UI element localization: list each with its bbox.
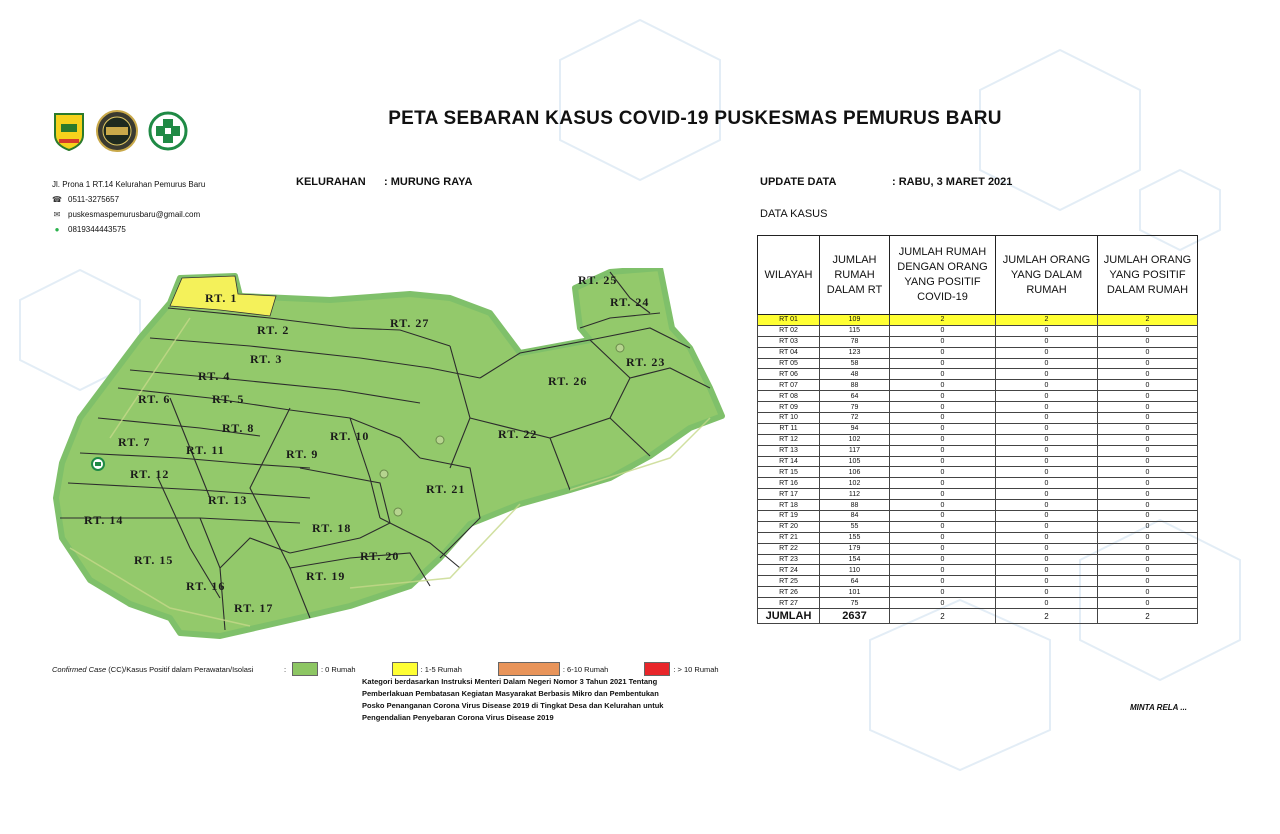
table-cell: 0 bbox=[890, 598, 996, 609]
rt-21-label: RT. 21 bbox=[426, 482, 466, 496]
rt-11-label: RT. 11 bbox=[186, 443, 225, 457]
col-header-jumlah-rumah: JUMLAH RUMAH DALAM RT bbox=[820, 236, 890, 315]
total-orang-positif: 2 bbox=[1098, 609, 1198, 624]
table-cell: 101 bbox=[820, 587, 890, 598]
phone-icon: ☎ bbox=[52, 195, 62, 204]
table-cell: RT 20 bbox=[758, 521, 820, 532]
table-cell: 0 bbox=[1098, 489, 1198, 500]
table-cell: 0 bbox=[1098, 445, 1198, 456]
case-data-table bbox=[757, 235, 1198, 624]
table-cell: 0 bbox=[1098, 576, 1198, 587]
award-badge-logo bbox=[94, 110, 140, 152]
legend-swatch-3 bbox=[644, 662, 670, 676]
table-cell: 109 bbox=[820, 315, 890, 326]
table-cell: RT 25 bbox=[758, 576, 820, 587]
legend-title bbox=[52, 665, 284, 674]
table-cell: 0 bbox=[996, 521, 1098, 532]
legend-swatch-1 bbox=[392, 662, 418, 676]
rt-5-label: RT. 5 bbox=[212, 392, 245, 406]
table-cell: 0 bbox=[890, 358, 996, 369]
table-cell: 0 bbox=[1098, 347, 1198, 358]
table-cell: 0 bbox=[996, 565, 1098, 576]
total-rumah: 2637 bbox=[820, 609, 890, 624]
table-cell: 0 bbox=[890, 478, 996, 489]
phone-text: 0511-3275657 bbox=[68, 195, 120, 204]
table-cell: 0 bbox=[996, 380, 1098, 391]
table-cell: 94 bbox=[820, 423, 890, 434]
table-cell: 112 bbox=[820, 489, 890, 500]
table-row bbox=[758, 413, 1198, 424]
rt-13-label: RT. 13 bbox=[208, 493, 248, 507]
table-row bbox=[758, 467, 1198, 478]
table-cell: RT 07 bbox=[758, 380, 820, 391]
table-row bbox=[758, 543, 1198, 554]
table-row bbox=[758, 521, 1198, 532]
table-cell: 0 bbox=[996, 347, 1098, 358]
kelurahan-value: : MURUNG RAYA bbox=[384, 176, 473, 188]
table-cell: 0 bbox=[1098, 543, 1198, 554]
table-cell: RT 27 bbox=[758, 598, 820, 609]
table-cell: 2 bbox=[1098, 315, 1198, 326]
contact-info bbox=[52, 177, 205, 237]
table-cell: 0 bbox=[890, 467, 996, 478]
table-cell: 0 bbox=[996, 576, 1098, 587]
table-cell: 0 bbox=[996, 543, 1098, 554]
rt-9-label: RT. 9 bbox=[286, 447, 319, 461]
table-cell: 0 bbox=[1098, 369, 1198, 380]
table-cell: 0 bbox=[890, 576, 996, 587]
table-cell: 72 bbox=[820, 413, 890, 424]
legend-label-3: : > 10 Rumah bbox=[673, 664, 719, 674]
table-cell: 88 bbox=[820, 380, 890, 391]
table-cell: RT 04 bbox=[758, 347, 820, 358]
building-marker-icon bbox=[394, 508, 402, 516]
table-row bbox=[758, 380, 1198, 391]
table-cell: 0 bbox=[996, 325, 1098, 336]
table-row bbox=[758, 565, 1198, 576]
table-cell: RT 03 bbox=[758, 336, 820, 347]
table-row bbox=[758, 576, 1198, 587]
table-row bbox=[758, 347, 1198, 358]
total-orang-dalam-rumah: 2 bbox=[996, 609, 1098, 624]
table-cell: 0 bbox=[890, 500, 996, 511]
rt-23-label: RT. 23 bbox=[626, 355, 666, 369]
table-cell: 0 bbox=[996, 369, 1098, 380]
rt-18-label: RT. 18 bbox=[312, 521, 352, 535]
legend-label-0: : 0 Rumah bbox=[321, 664, 356, 674]
footer-text: MINTA RELA ... bbox=[1130, 703, 1188, 712]
table-cell: RT 11 bbox=[758, 423, 820, 434]
table-cell: 179 bbox=[820, 543, 890, 554]
table-cell: 64 bbox=[820, 576, 890, 587]
table-cell: 0 bbox=[890, 434, 996, 445]
legend-label-2: : 6-10 Rumah bbox=[562, 664, 609, 674]
total-rumah-positif: 2 bbox=[890, 609, 996, 624]
table-cell: 48 bbox=[820, 369, 890, 380]
table-cell: 0 bbox=[996, 434, 1098, 445]
rt-20-label: RT. 20 bbox=[360, 549, 400, 563]
table-cell: 0 bbox=[996, 489, 1098, 500]
table-cell: RT 21 bbox=[758, 532, 820, 543]
rt-7-label: RT. 7 bbox=[118, 435, 151, 449]
rt-26-label: RT. 26 bbox=[548, 374, 588, 388]
table-cell: 0 bbox=[1098, 434, 1198, 445]
legend-title-italic: Confirmed Case bbox=[52, 664, 107, 674]
table-cell: 0 bbox=[996, 336, 1098, 347]
table-cell: 110 bbox=[820, 565, 890, 576]
table-cell: RT 16 bbox=[758, 478, 820, 489]
table-cell: 0 bbox=[890, 587, 996, 598]
map-region-outline bbox=[56, 268, 722, 636]
regulation-note: Kategori berdasarkan Instruksi Menteri Dalam Negeri Nomor 3 Tahun 2021 Tentang Pemberlakuan Pembatasan Kegiatan Masyarakat Berbasis Mikro dan Pembentukan Posko Penanganan Corona Virus Disease 2019 di Tingkat Desa dan Kelurahan untuk Pengendalian Penyebaran Corona Virus Disease 2019 bbox=[362, 677, 664, 722]
legend-title-rest: (CC)/Kasus Positif dalam Perawatan/Isolasi bbox=[106, 664, 254, 674]
table-cell: 64 bbox=[820, 391, 890, 402]
table-row bbox=[758, 532, 1198, 543]
table-cell: 102 bbox=[820, 478, 890, 489]
whatsapp-text: 0819344443575 bbox=[68, 225, 126, 234]
rt-17-label: RT. 17 bbox=[234, 601, 274, 615]
legend bbox=[52, 662, 755, 676]
table-cell: 0 bbox=[890, 456, 996, 467]
table-cell: 0 bbox=[1098, 380, 1198, 391]
table-cell: RT 09 bbox=[758, 402, 820, 413]
legend-label-1: : 1-5 Rumah bbox=[420, 664, 462, 674]
table-cell: 0 bbox=[996, 554, 1098, 565]
table-row bbox=[758, 434, 1198, 445]
table-row bbox=[758, 391, 1198, 402]
email-icon: ✉ bbox=[53, 210, 61, 219]
rt-19-label: RT. 19 bbox=[306, 569, 346, 583]
rt-25-label: RT. 25 bbox=[578, 273, 618, 287]
table-cell: RT 17 bbox=[758, 489, 820, 500]
table-cell: 75 bbox=[820, 598, 890, 609]
table-cell: 0 bbox=[1098, 521, 1198, 532]
table-cell: 102 bbox=[820, 434, 890, 445]
table-cell: 0 bbox=[1098, 423, 1198, 434]
table-cell: RT 12 bbox=[758, 434, 820, 445]
rt-4-label: RT. 4 bbox=[198, 369, 231, 383]
table-cell: RT 23 bbox=[758, 554, 820, 565]
rt-8-label: RT. 8 bbox=[222, 421, 255, 435]
rt-15-label: RT. 15 bbox=[134, 553, 174, 567]
table-row bbox=[758, 369, 1198, 380]
table-cell: 0 bbox=[890, 391, 996, 402]
total-label: JUMLAH bbox=[758, 609, 820, 624]
building-marker-icon bbox=[616, 344, 624, 352]
table-cell: 0 bbox=[996, 402, 1098, 413]
table-row bbox=[758, 445, 1198, 456]
table-cell: 0 bbox=[890, 325, 996, 336]
table-cell: 88 bbox=[820, 500, 890, 511]
col-header-rumah-positif: JUMLAH RUMAH DENGAN ORANG YANG POSITIF COVID-19 bbox=[890, 236, 996, 315]
col-header-orang-positif: JUMLAH ORANG YANG POSITIF DALAM RUMAH bbox=[1098, 236, 1198, 315]
table-row bbox=[758, 315, 1198, 326]
table-cell: 0 bbox=[1098, 565, 1198, 576]
table-cell: 0 bbox=[996, 511, 1098, 522]
table-row bbox=[758, 511, 1198, 522]
col-header-wilayah: WILAYAH bbox=[758, 236, 820, 315]
rt-14-label: RT. 14 bbox=[84, 513, 124, 527]
table-cell: 117 bbox=[820, 445, 890, 456]
table-row bbox=[758, 598, 1198, 609]
table-cell: 115 bbox=[820, 325, 890, 336]
table-cell: RT 02 bbox=[758, 325, 820, 336]
table-cell: 0 bbox=[1098, 598, 1198, 609]
table-row bbox=[758, 478, 1198, 489]
table-cell: 0 bbox=[1098, 532, 1198, 543]
table-row bbox=[758, 336, 1198, 347]
table-cell: RT 13 bbox=[758, 445, 820, 456]
table-cell: 0 bbox=[1098, 467, 1198, 478]
table-row bbox=[758, 456, 1198, 467]
table-cell: 0 bbox=[1098, 336, 1198, 347]
rt-6-label: RT. 6 bbox=[138, 392, 171, 406]
table-cell: 0 bbox=[890, 532, 996, 543]
table-row bbox=[758, 489, 1198, 500]
data-kasus-label: DATA KASUS bbox=[760, 208, 828, 220]
table-cell: 0 bbox=[890, 445, 996, 456]
table-cell: RT 26 bbox=[758, 587, 820, 598]
table-cell: 79 bbox=[820, 402, 890, 413]
kelurahan-label: KELURAHAN bbox=[296, 176, 366, 188]
table-row bbox=[758, 423, 1198, 434]
table-cell: 0 bbox=[890, 347, 996, 358]
table-cell: 0 bbox=[996, 587, 1098, 598]
table-cell: 0 bbox=[996, 423, 1098, 434]
table-cell: RT 05 bbox=[758, 358, 820, 369]
school-marker-icon bbox=[380, 470, 388, 478]
table-cell: 0 bbox=[1098, 358, 1198, 369]
rt-1-label: RT. 1 bbox=[205, 291, 238, 305]
table-cell: 0 bbox=[1098, 500, 1198, 511]
table-cell: 0 bbox=[1098, 391, 1198, 402]
table-cell: 154 bbox=[820, 554, 890, 565]
table-cell: 0 bbox=[996, 413, 1098, 424]
kelurahan-info bbox=[296, 176, 472, 188]
table-cell: 106 bbox=[820, 467, 890, 478]
city-emblem-logo bbox=[52, 111, 86, 151]
table-cell: 0 bbox=[996, 467, 1098, 478]
table-cell: 105 bbox=[820, 456, 890, 467]
table-row bbox=[758, 587, 1198, 598]
table-cell: RT 24 bbox=[758, 565, 820, 576]
update-label: UPDATE DATA bbox=[760, 176, 837, 188]
table-cell: 0 bbox=[890, 413, 996, 424]
table-cell: 58 bbox=[820, 358, 890, 369]
table-cell: 55 bbox=[820, 521, 890, 532]
table-cell: 0 bbox=[1098, 511, 1198, 522]
table-cell: 0 bbox=[1098, 456, 1198, 467]
update-info bbox=[760, 176, 1012, 188]
table-cell: 0 bbox=[890, 402, 996, 413]
table-row bbox=[758, 358, 1198, 369]
table-cell: 0 bbox=[1098, 478, 1198, 489]
rt-22-label: RT. 22 bbox=[498, 427, 538, 441]
mosque-marker-icon bbox=[436, 436, 444, 444]
puskesmas-logo bbox=[148, 111, 188, 151]
table-cell: 0 bbox=[996, 478, 1098, 489]
table-cell: 0 bbox=[890, 369, 996, 380]
table-cell: 0 bbox=[996, 500, 1098, 511]
table-cell: RT 22 bbox=[758, 543, 820, 554]
table-cell: 84 bbox=[820, 511, 890, 522]
address-text: Jl. Prona 1 RT.14 Kelurahan Pemurus Baru bbox=[52, 180, 206, 189]
table-cell: 0 bbox=[996, 532, 1098, 543]
col-header-orang-dalam-rumah: JUMLAH ORANG YANG DALAM RUMAH bbox=[996, 236, 1098, 315]
table-cell: RT 14 bbox=[758, 456, 820, 467]
table-cell: 0 bbox=[1098, 325, 1198, 336]
table-cell: 0 bbox=[996, 391, 1098, 402]
table-cell: 0 bbox=[890, 489, 996, 500]
table-cell: RT 10 bbox=[758, 413, 820, 424]
table-total-row bbox=[758, 609, 1198, 624]
table-cell: RT 19 bbox=[758, 511, 820, 522]
table-cell: RT 18 bbox=[758, 500, 820, 511]
table-cell: 0 bbox=[1098, 554, 1198, 565]
update-value: : RABU, 3 MARET 2021 bbox=[892, 176, 1013, 188]
table-cell: 0 bbox=[1098, 413, 1198, 424]
email-text: puskesmaspemurusbaru@gmail.com bbox=[68, 210, 201, 219]
rt-3-label: RT. 3 bbox=[250, 352, 283, 366]
table-cell: 0 bbox=[890, 336, 996, 347]
table-row bbox=[758, 500, 1198, 511]
table-cell: 2 bbox=[890, 315, 996, 326]
table-row bbox=[758, 325, 1198, 336]
table-header-row bbox=[758, 236, 1198, 315]
table-cell: RT 08 bbox=[758, 391, 820, 402]
rt-distribution-map bbox=[50, 268, 730, 653]
table-cell: 0 bbox=[890, 423, 996, 434]
table-row bbox=[758, 554, 1198, 565]
table-cell: RT 06 bbox=[758, 369, 820, 380]
table-cell: 0 bbox=[890, 554, 996, 565]
table-cell: 2 bbox=[996, 315, 1098, 326]
logo-group bbox=[52, 110, 188, 152]
table-cell: 0 bbox=[1098, 587, 1198, 598]
page-title: PETA SEBARAN KASUS COVID-19 PUSKESMAS PEMURUS BARU bbox=[388, 108, 1002, 129]
rt-2-label: RT. 2 bbox=[257, 323, 290, 337]
table-cell: 0 bbox=[996, 598, 1098, 609]
legend-colon: : bbox=[284, 664, 287, 674]
rt-12-label: RT. 12 bbox=[130, 467, 170, 481]
table-cell: 78 bbox=[820, 336, 890, 347]
rt-24-label: RT. 24 bbox=[610, 295, 650, 309]
table-cell: 0 bbox=[1098, 402, 1198, 413]
table-cell: 155 bbox=[820, 532, 890, 543]
table-cell: 0 bbox=[890, 565, 996, 576]
legend-swatch-2 bbox=[498, 662, 560, 676]
table-cell: 0 bbox=[890, 380, 996, 391]
rt-27-label: RT. 27 bbox=[390, 316, 430, 330]
table-cell: 123 bbox=[820, 347, 890, 358]
table-cell: RT 01 bbox=[758, 315, 820, 326]
table-row bbox=[758, 402, 1198, 413]
table-cell: RT 15 bbox=[758, 467, 820, 478]
table-cell: 0 bbox=[890, 521, 996, 532]
rt-10-label: RT. 10 bbox=[330, 429, 370, 443]
table-cell: 0 bbox=[996, 358, 1098, 369]
legend-swatch-0 bbox=[292, 662, 318, 676]
rt-16-label: RT. 16 bbox=[186, 579, 226, 593]
table-cell: 0 bbox=[890, 511, 996, 522]
table-cell: 0 bbox=[996, 445, 1098, 456]
table-cell: 0 bbox=[996, 456, 1098, 467]
whatsapp-icon: ● bbox=[54, 225, 60, 234]
table-cell: 0 bbox=[890, 543, 996, 554]
